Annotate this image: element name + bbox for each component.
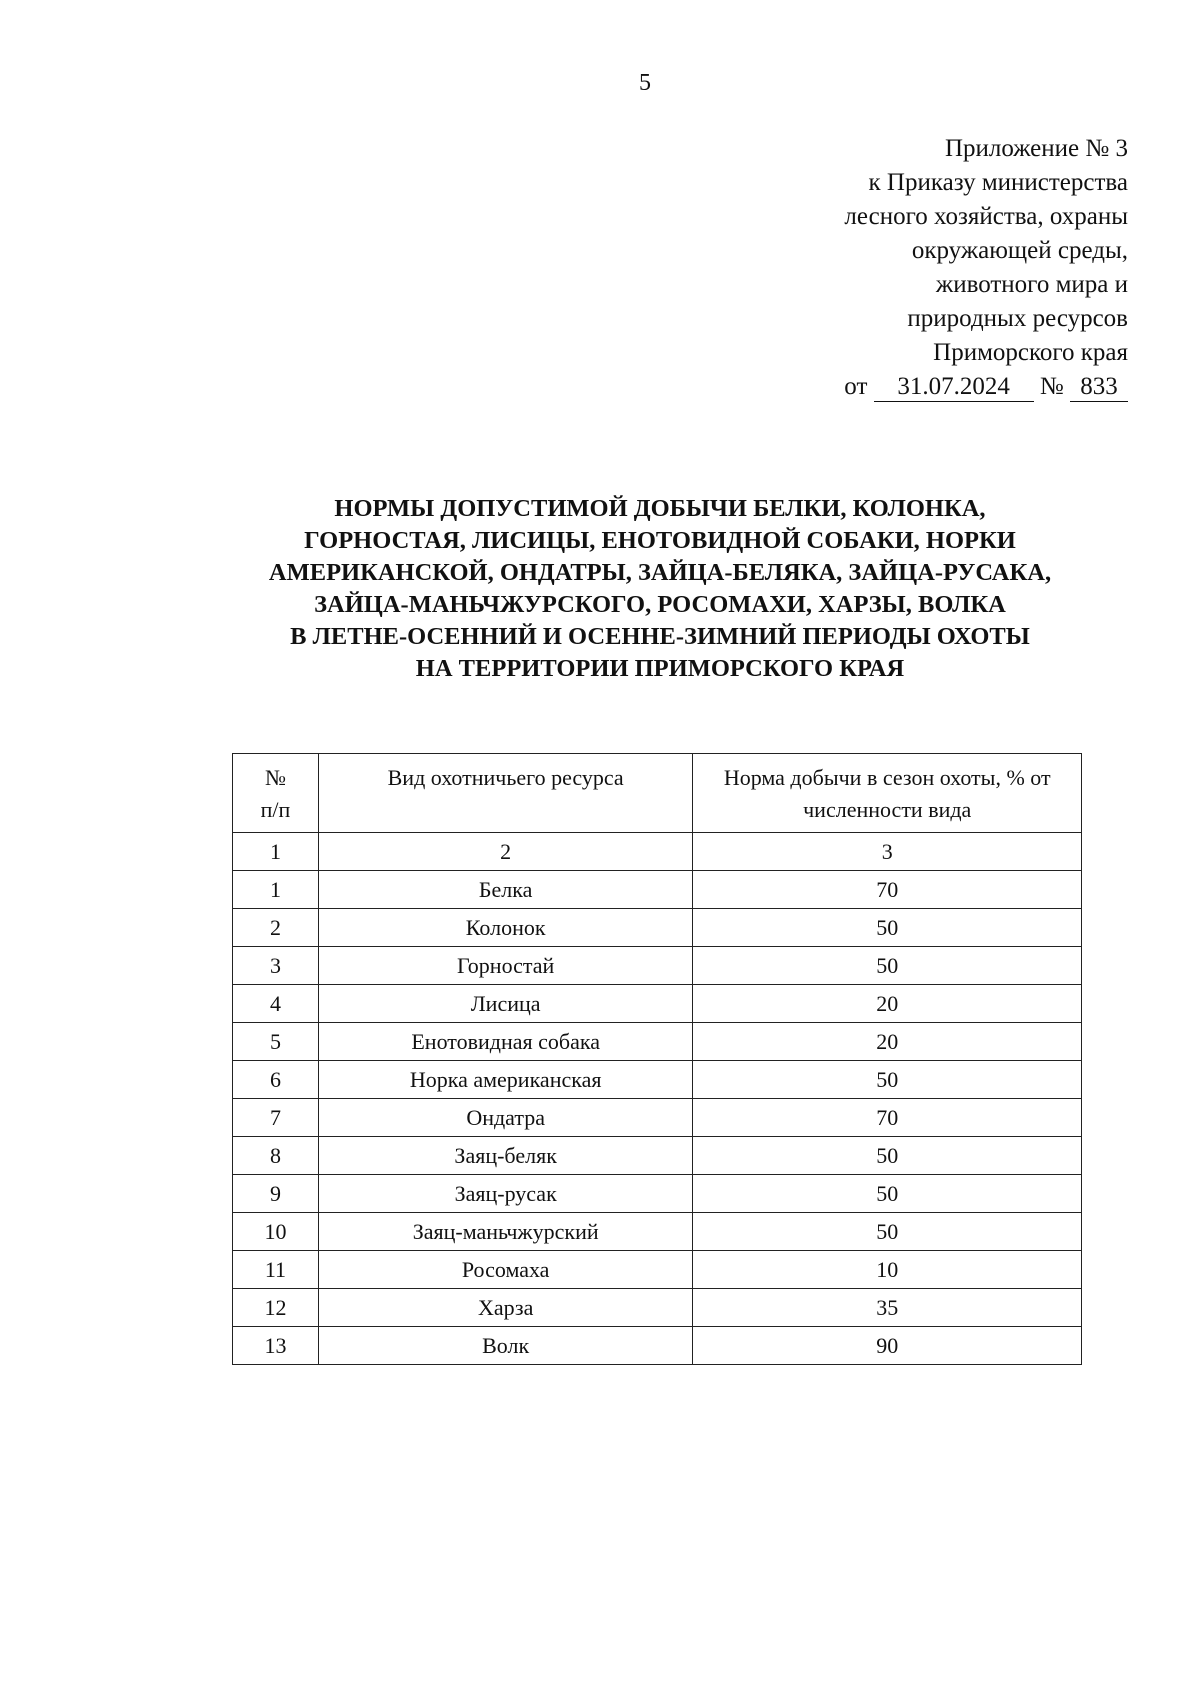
row-species: Росомаха (318, 1251, 693, 1289)
row-norm: 20 (693, 1023, 1082, 1061)
appendix-block (608, 132, 1128, 404)
title-line: ЗАЙЦА-МАНЬЧЖУРСКОГО, РОСОМАХИ, ХАРЗЫ, ВОЛКА (314, 591, 1006, 618)
table-row (233, 1251, 1082, 1289)
appendix-line: животного мира и (935, 271, 1128, 298)
row-species: Заяц-маньчжурский (318, 1213, 693, 1251)
row-species: Ондатра (318, 1099, 693, 1137)
row-number: 7 (233, 1099, 319, 1137)
title-line: АМЕРИКАНСКОЙ, ОНДАТРЫ, ЗАЙЦА-БЕЛЯКА, ЗАЙЦА-РУСАКА, (268, 559, 1052, 586)
appendix-line: к Приказу министерства (868, 169, 1128, 196)
row-norm: 50 (693, 1137, 1082, 1175)
table-row (233, 1289, 1082, 1327)
table-row (233, 985, 1082, 1023)
row-species: Енотовидная собака (318, 1023, 693, 1061)
row-norm: 50 (693, 1175, 1082, 1213)
row-species: Харза (318, 1289, 693, 1327)
order-date: 31.07.2024 (874, 373, 1034, 402)
appendix-line: природных ресурсов (907, 305, 1128, 332)
row-norm: 50 (693, 1061, 1082, 1099)
order-date-number (608, 370, 1128, 404)
table-row (233, 1061, 1082, 1099)
table-row (233, 1213, 1082, 1251)
row-norm: 20 (693, 985, 1082, 1023)
row-number: 11 (233, 1251, 319, 1289)
table-row (233, 1023, 1082, 1061)
table-row (233, 947, 1082, 985)
row-norm: 90 (693, 1327, 1082, 1365)
header-number (233, 754, 319, 833)
row-norm: 70 (693, 1099, 1082, 1137)
table-row (233, 1175, 1082, 1213)
table-header-row (233, 754, 1082, 833)
column-number-cell: 2 (318, 833, 693, 871)
row-number: 2 (233, 909, 319, 947)
number-label: № (1039, 373, 1064, 400)
appendix-line: окружающей среды, (911, 237, 1128, 264)
row-species: Норка американская (318, 1061, 693, 1099)
page-number: 5 (639, 70, 651, 96)
norms-table (232, 753, 1082, 1365)
row-norm: 35 (693, 1289, 1082, 1327)
header-number-line: п/п (260, 797, 291, 822)
header-norm (693, 754, 1082, 833)
order-number: 833 (1070, 373, 1128, 402)
from-label: от (844, 373, 868, 400)
document-title (160, 493, 1160, 685)
row-species: Заяц-русак (318, 1175, 693, 1213)
row-number: 12 (233, 1289, 319, 1327)
row-species: Колонок (318, 909, 693, 947)
row-number: 6 (233, 1061, 319, 1099)
title-line: В ЛЕТНЕ-ОСЕННИЙ И ОСЕННЕ-ЗИМНИЙ ПЕРИОДЫ ОХОТЫ (290, 623, 1030, 650)
appendix-line: Приложение № 3 (944, 135, 1128, 162)
header-norm-line: Норма добычи в сезон охоты, % от (723, 765, 1051, 790)
title-line: ГОРНОСТАЯ, ЛИСИЦЫ, ЕНОТОВИДНОЙ СОБАКИ, НОРКИ (304, 527, 1016, 554)
row-number: 3 (233, 947, 319, 985)
row-species: Горностай (318, 947, 693, 985)
row-number: 8 (233, 1137, 319, 1175)
header-number-line: № (264, 765, 286, 790)
header-species-line: Вид охотничьего ресурса (387, 765, 624, 790)
row-norm: 10 (693, 1251, 1082, 1289)
row-norm: 50 (693, 1213, 1082, 1251)
row-number: 10 (233, 1213, 319, 1251)
row-number: 13 (233, 1327, 319, 1365)
row-number: 4 (233, 985, 319, 1023)
appendix-line: лесного хозяйства, охраны (844, 203, 1128, 230)
row-species: Лисица (318, 985, 693, 1023)
row-number: 5 (233, 1023, 319, 1061)
header-norm-line: численности вида (803, 797, 972, 822)
table-row (233, 1137, 1082, 1175)
column-number-cell: 1 (233, 833, 319, 871)
header-species (318, 754, 693, 833)
row-norm: 70 (693, 871, 1082, 909)
row-species: Белка (318, 871, 693, 909)
column-number-cell: 3 (693, 833, 1082, 871)
row-number: 1 (233, 871, 319, 909)
row-species: Волк (318, 1327, 693, 1365)
row-norm: 50 (693, 909, 1082, 947)
row-norm: 50 (693, 947, 1082, 985)
table-row (233, 1099, 1082, 1137)
table-row (233, 871, 1082, 909)
column-number-row (233, 833, 1082, 871)
table-row (233, 1327, 1082, 1365)
row-number: 9 (233, 1175, 319, 1213)
title-line: НОРМЫ ДОПУСТИМОЙ ДОБЫЧИ БЕЛКИ, КОЛОНКА, (334, 495, 986, 522)
title-line: НА ТЕРРИТОРИИ ПРИМОРСКОГО КРАЯ (415, 655, 905, 682)
row-species: Заяц-беляк (318, 1137, 693, 1175)
appendix-line: Приморского края (933, 339, 1128, 366)
table-row (233, 909, 1082, 947)
